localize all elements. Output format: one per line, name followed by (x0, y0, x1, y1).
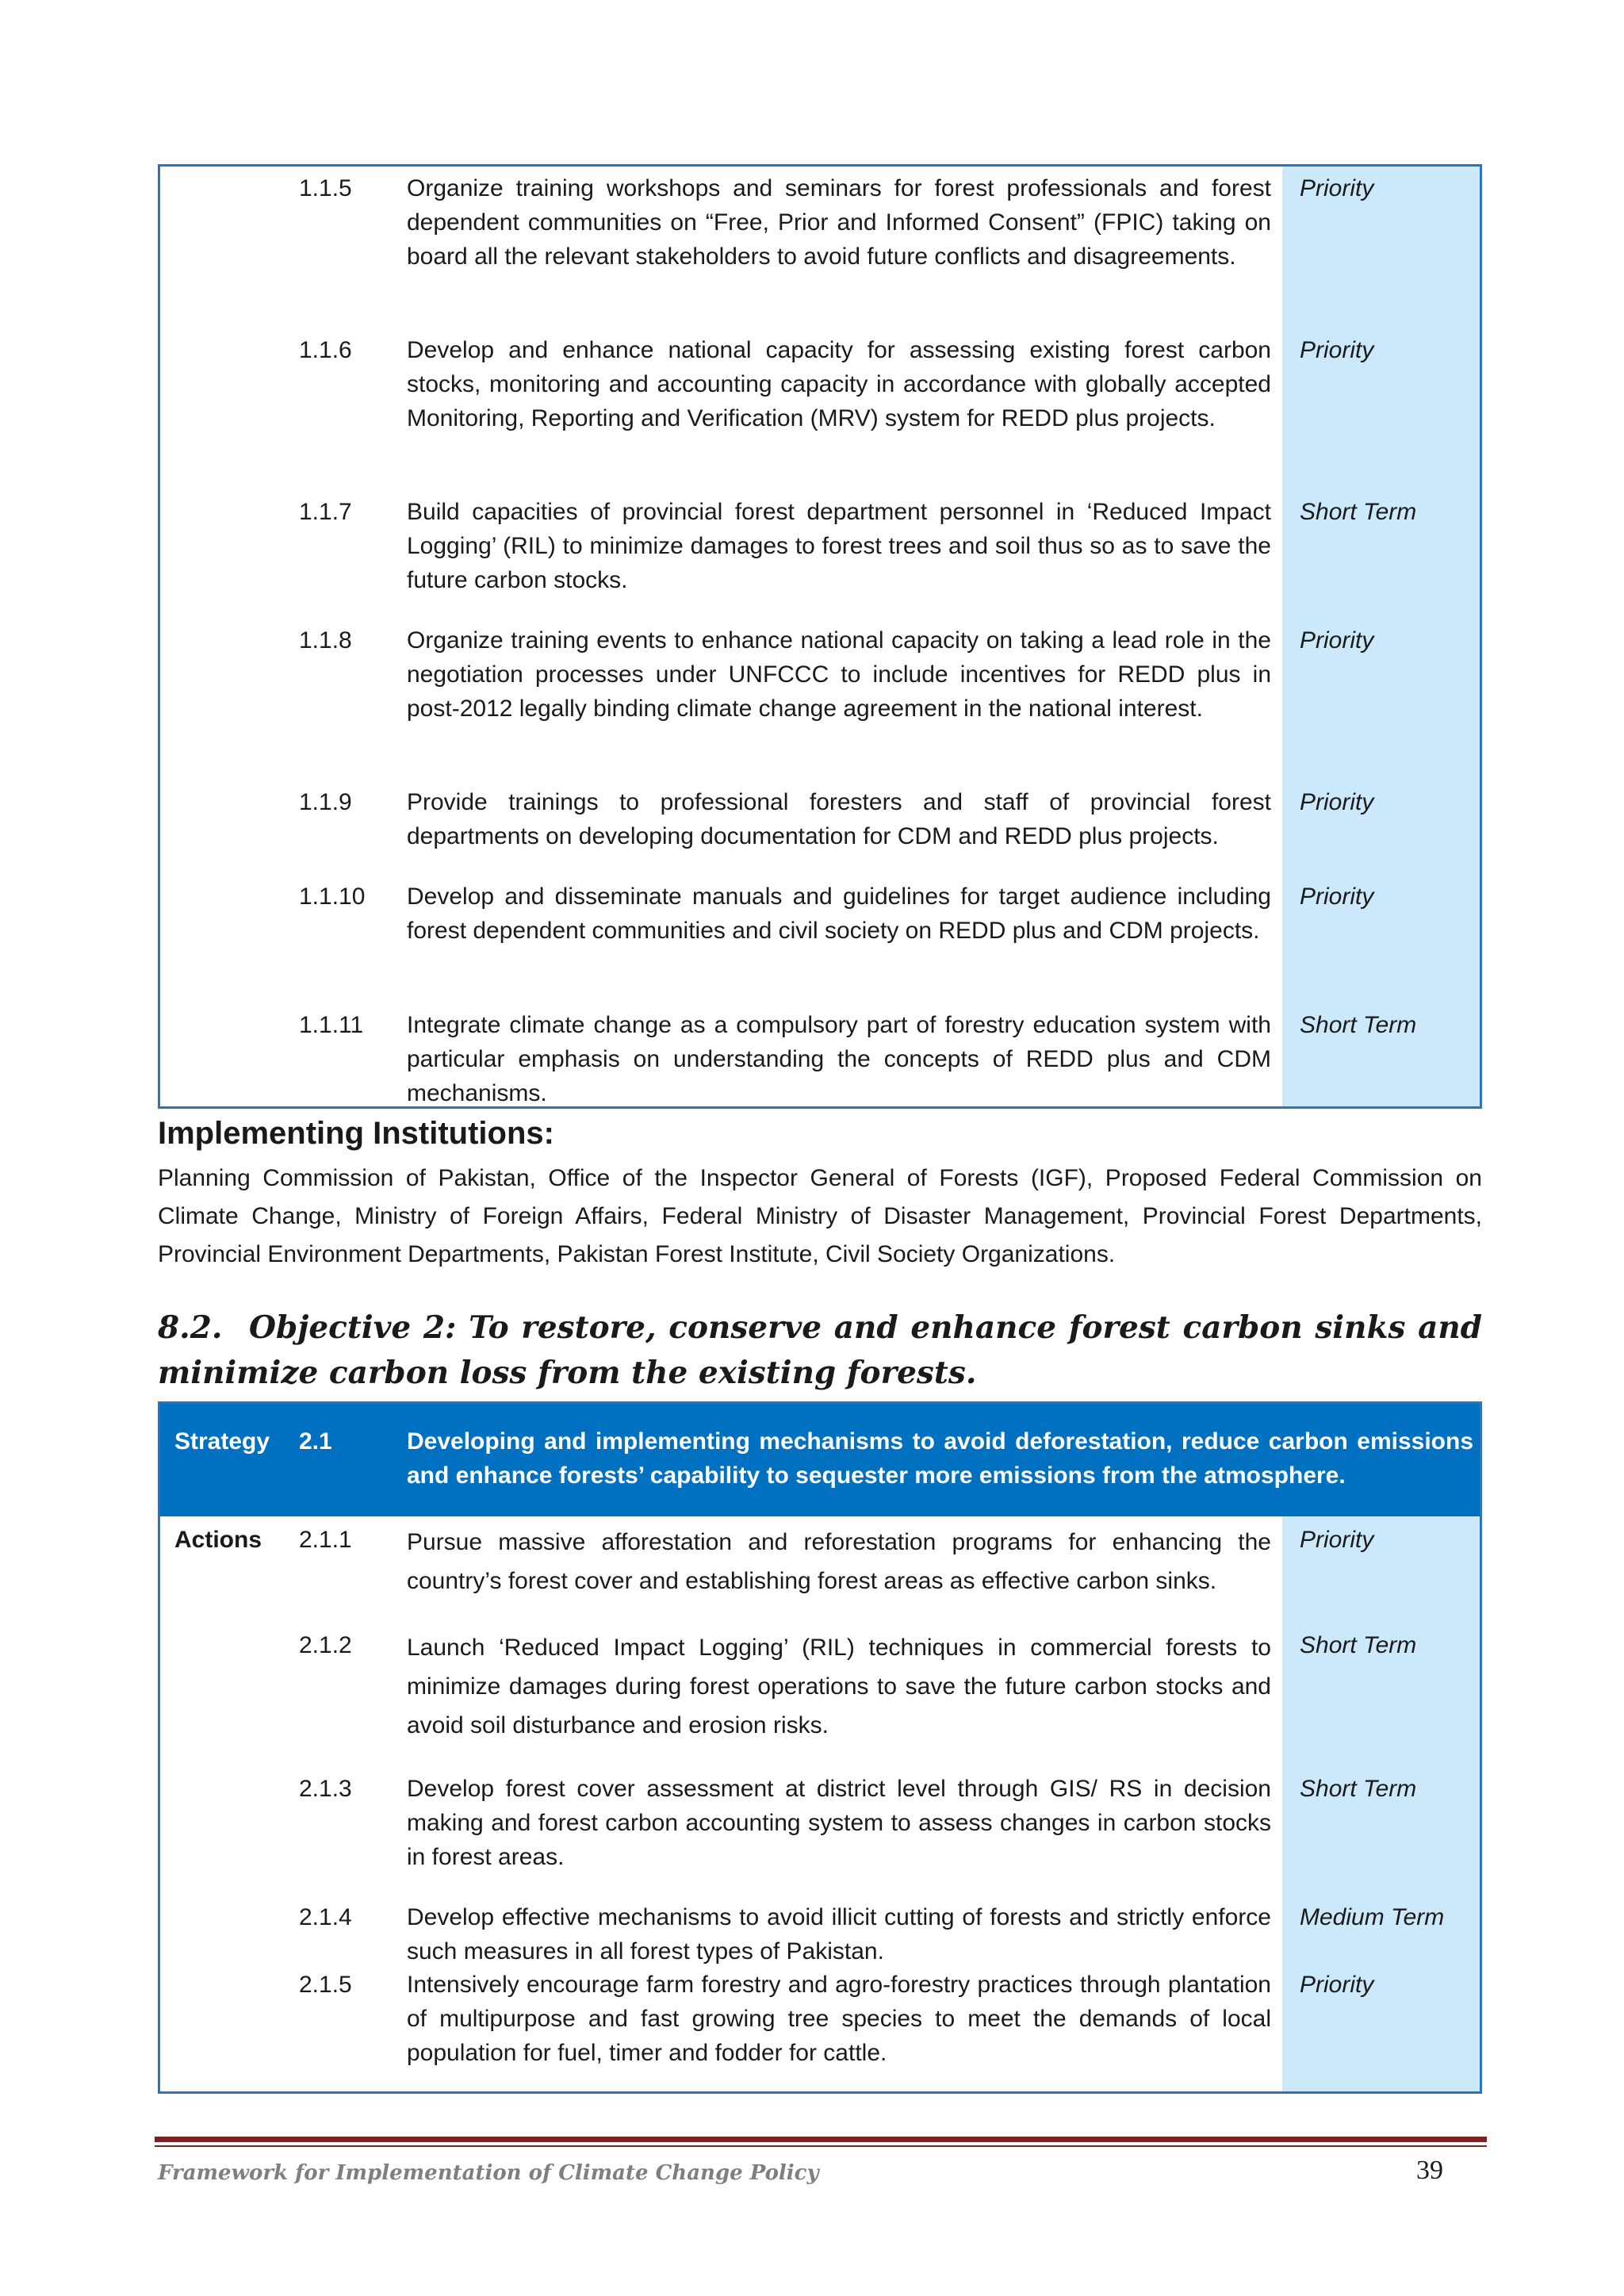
action-priority: Medium Term (1300, 1904, 1445, 1930)
action-number: 1.1.6 (299, 337, 352, 363)
action-priority: Short Term (1300, 1632, 1417, 1658)
action-priority: Short Term (1300, 1776, 1417, 1802)
action-description: Build capacities of provincial forest department personnel in ‘Reduced Impact Logging’ (RIL) to minimize damages to forest trees and soil thus so as to save the future carbon stocks. (407, 499, 1271, 593)
strategy-number: 2.1 (299, 1428, 332, 1455)
action-description: Intensively encourage farm forestry and agro-forestry practices through plantation of multipurpose and fast growing tree species to meet the demands of local population for fuel, timer and fodder for cattle. (407, 1972, 1271, 2066)
footer-rule-thin (155, 2145, 1487, 2147)
actions-table-2 (158, 1401, 1482, 2094)
action-description: Provide trainings to professional foresters and staff of provincial forest departments on developing documentation for CDM and REDD plus projects. (407, 789, 1271, 849)
action-description: Develop and disseminate manuals and guidelines for target audience including forest dependent communities and civil society on REDD plus and CDM projects. (407, 884, 1271, 944)
action-priority: Short Term (1300, 499, 1417, 525)
objective-heading (158, 1305, 1482, 1396)
action-number: 1.1.7 (299, 499, 352, 525)
action-description: Launch ‘Reduced Impact Logging’ (RIL) techniques in commercial forests to minimize damages during forest operations to save the future carbon stocks and avoid soil disturbance and erosion risks. (407, 1635, 1271, 1738)
action-number: 1.1.8 (299, 627, 352, 654)
objective-number: 8.2. (158, 1309, 223, 1346)
action-priority: Priority (1300, 337, 1374, 363)
action-number: 2.1.3 (299, 1776, 352, 1802)
action-description: Develop and enhance national capacity for assessing existing forest carbon stocks, monitoring and accounting capacity in accordance with globally accepted Monitoring, Reporting and Verification (MRV) system for REDD plus projects. (407, 337, 1271, 431)
actions-table-1 (158, 164, 1482, 1109)
implementing-institutions-text: Planning Commission of Pakistan, Office of the Inspector General of Forests (IGF), Proposed Federal Commission on Climate Change, Ministry of Foreign Affairs, Federal Ministry of Disaster Management, Provincial Forest Departments, Provincial Environment Departments, Pakistan Forest Institute, Civil Society Organizations. (158, 1165, 1482, 1267)
action-description: Pursue massive afforestation and reforestation programs for enhancing the country’s forest cover and establishing forest areas as effective carbon sinks. (407, 1529, 1271, 1594)
footer-title: Framework for Implementation of Climate Change Policy (158, 2161, 819, 2185)
footer-rule (155, 2137, 1487, 2142)
strategy-description: Developing and implementing mechanisms to avoid deforestation, reduce carbon emissions and enhance forests’ capability to sequester more emissions from the atmosphere. (407, 1428, 1473, 1489)
action-number: 1.1.5 (299, 175, 352, 201)
action-number: 2.1.1 (299, 1527, 352, 1553)
action-number: 2.1.2 (299, 1632, 352, 1658)
action-priority: Priority (1300, 884, 1374, 910)
action-description: Organize training events to enhance national capacity on taking a lead role in the negotiation processes under UNFCCC to include incentives for REDD plus in post-2012 legally binding climate change agreement in the national interest. (407, 627, 1271, 722)
action-description: Integrate climate change as a compulsory part of forestry education system with particular emphasis on understanding the concepts of REDD plus and CDM mechanisms. (407, 1012, 1271, 1106)
action-number: 1.1.11 (299, 1012, 364, 1038)
actions-label: Actions (174, 1527, 262, 1553)
action-number: 1.1.9 (299, 789, 352, 815)
action-priority: Short Term (1300, 1012, 1417, 1038)
strategy-header-row (160, 1404, 1480, 1516)
action-number: 2.1.4 (299, 1904, 352, 1930)
action-priority: Priority (1300, 1527, 1374, 1553)
action-priority: Priority (1300, 627, 1374, 654)
page-number: 39 (1416, 2156, 1443, 2185)
action-priority: Priority (1300, 175, 1374, 201)
action-number: 1.1.10 (299, 884, 366, 910)
objective-text: Objective 2: To restore, conserve and enhance forest carbon sinks and minimize carbon loss from the existing forests. (158, 1309, 1482, 1391)
action-description: Develop effective mechanisms to avoid illicit cutting of forests and strictly enforce such measures in all forest types of Pakistan. (407, 1904, 1271, 1964)
implementing-institutions-heading: Implementing Institutions: (158, 1116, 554, 1151)
strategy-label: Strategy (174, 1428, 270, 1455)
action-priority: Priority (1300, 1972, 1374, 1998)
action-priority: Priority (1300, 789, 1374, 815)
action-number: 2.1.5 (299, 1972, 352, 1998)
action-description: Develop forest cover assessment at district level through GIS/ RS in decision making and forest carbon accounting system to assess changes in carbon stocks in forest areas. (407, 1776, 1271, 1870)
action-description: Organize training workshops and seminars for forest professionals and forest dependent communities on “Free, Prior and Informed Consent” (FPIC) taking on board all the relevant stakeholders to avoid future conflicts and disagreements. (407, 175, 1271, 270)
